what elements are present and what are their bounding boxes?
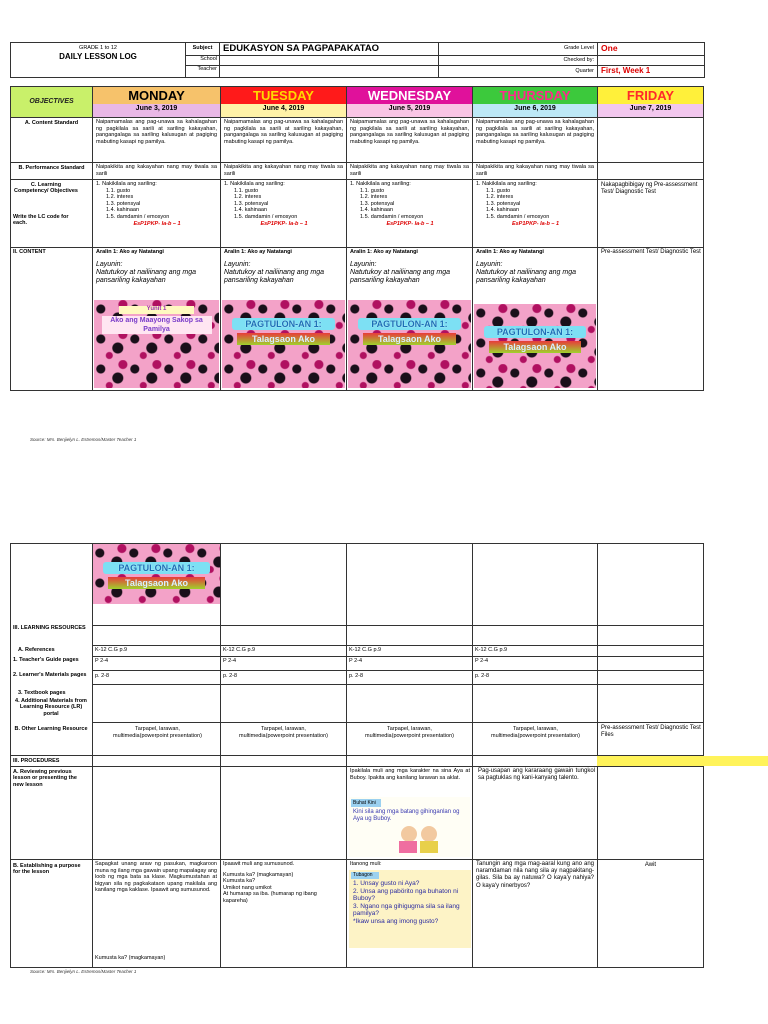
quarter-value: First, Week 1 <box>598 66 705 78</box>
content-thu: Aralin 1: Ako ay Natatangi Layunin: Natutukoy at nailiinang ang mga pansariling kakayahan PAGTULON-AN 1: Talagsaon Ako <box>473 248 597 390</box>
other-thu: Tarpapel, larawan, multimedia(powerpoint presentation) <box>491 726 580 739</box>
competency-thu: 1. Nakikilala ang sariling: 1.1. gusto 1.2. interes 1.3. potensyal 1.4. kahinaan 1.5. damdamin / emosyon EsP1PKP- Ia-b – 1 <box>476 181 595 227</box>
tg-thu: K-12 C.G p.9 <box>475 647 508 653</box>
competency-tue: 1. Nakikilala ang sariling: 1.1. gusto 1.2. interes 1.3. potensyal 1.4. kahinaan 1.5. damdamin / emosyon EsP1PKP- Ia-b – 1 <box>224 181 344 227</box>
competency-code: EsP1PKP- Ia-b – 1 <box>511 220 560 227</box>
purpose-thu: Tanungin ang mga mag-aaral kung ano ang naramdaman nila nang sila ay nagpakitang-gilas. Sila ba ay natuwa? O kaya'y nahiya? O kaya'y ninerbyos? <box>476 861 594 889</box>
checked-label: Checked by: <box>439 56 598 66</box>
day-friday: FRIDAY <box>598 87 703 104</box>
procedures-label: III. PROCEDURES <box>13 758 60 764</box>
objectives-label: OBJECTIVES <box>29 98 74 105</box>
teacher-label: Teacher <box>186 66 220 78</box>
purpose-label: B. Establishing a purpose for the lesson <box>13 863 81 876</box>
lm-thu: P 2-4 <box>475 658 489 664</box>
competency-label: C. Learning Competency/ Objectives <box>14 182 78 195</box>
lm-wed: P 2-4 <box>349 658 363 664</box>
lesson-banner-1: PAGTULON-AN 1: <box>484 326 586 338</box>
day-wednesday: WEDNESDAY <box>347 87 472 104</box>
purpose-mon: Sapagkat unang araw ng pasukan, magkaroon muna ng ilang mga gawain upang mapalagay ang loob ng mga bata sa klase. Magkumustahan at bigyan sila ng pagkakataon upang makilala ang kanilang mga kaklase. Ipaawit ang sumusunod. <box>95 861 217 894</box>
page-title: DAILY LESSON LOG <box>59 51 137 61</box>
review-label: A. Reviewing previous lesson or presenting the new lesson <box>13 769 77 788</box>
competency-mon: 1. Nakikilala ang sariling: 1.1. gusto 1.2. interes 1.3. potensyal 1.4. kahinaan 1.5. damdamin / emosyon EsP1PKP- Ia-b – 1 <box>96 181 218 227</box>
girl-face-icon <box>401 826 417 842</box>
additional-materials-label: 4. Additional Materials from Learning Resource (LR) portal <box>15 698 87 717</box>
tb-thu: p. 2-8 <box>475 673 490 679</box>
references-label: A. References <box>18 647 55 653</box>
lesson-banner-2: Talagsaon Ako <box>489 341 582 353</box>
competency-code: EsP1PKP- Ia-b – 1 <box>386 220 434 227</box>
objectives-header <box>11 87 92 117</box>
unit-image-number: Yunit 1 <box>119 306 194 314</box>
boy-face-icon <box>421 826 437 842</box>
purpose-wed-intro: Itanong muli: <box>350 861 382 867</box>
competency-code: EsP1PKP- Ia-b – 1 <box>260 220 308 227</box>
other-resource-label: B. Other Learning Resource <box>14 726 88 732</box>
learners-materials-label: 2. Learner's Materials pages <box>13 672 87 678</box>
review-thu: Pag-usapan ang kararaang gawain tungkol sa pagtuklas ng kani-kanyang talento. <box>478 768 595 782</box>
tg-wed: K-12 C.G p.9 <box>349 647 382 653</box>
header-title-cell <box>11 43 186 78</box>
review-wed-image <box>349 797 470 857</box>
lesson-banner-2: Talagsaon Ako <box>108 577 205 589</box>
content-standard-label: A. Content Standard <box>24 120 79 126</box>
girl-body-icon <box>399 841 417 853</box>
lesson-image <box>474 304 596 388</box>
tb-wed: p. 2-8 <box>349 673 364 679</box>
teachers-guide-label: 1. Teacher's Guide pages <box>13 657 79 663</box>
subject-value: EDUKASYON SA PAGPAPAKATAO <box>220 43 439 56</box>
purpose-fri: Awit <box>644 862 657 868</box>
content-tue: Aralin 1: Ako ay Natatangi Layunin: Natutukoy at nailiinang ang mga pansariling kakayahan PAGTULON-AN 1: Talagsaon Ako <box>221 248 346 390</box>
content-fri: Pre-assessment Test/ Diagnostic Test <box>601 249 701 255</box>
other-tue: Tarpapel, larawan, multimedia(powerpoint presentation) <box>239 726 328 739</box>
lesson-banner-1: PAGTULON-AN 1: <box>103 562 210 574</box>
tg-mon: K-12 C.G p.9 <box>95 647 128 653</box>
competency-wed: 1. Nakikilala ang sariling: 1.1. gusto 1.2. interes 1.3. potensyal 1.4. kahinaan 1.5. damdamin / emosyon EsP1PKP- Ia-b – 1 <box>350 181 470 227</box>
procedures-highlight <box>597 756 768 766</box>
purpose-tue: Ipaawit muli ang sumusunod. Kumusta ka? (magkamayan) Kumusta ka? Umikot nang umikot At humarap sa iba. (humarap ng ibang kapareha) <box>223 861 317 904</box>
date-monday: June 3, 2019 <box>93 104 220 117</box>
lesson-image <box>348 300 471 388</box>
performance-standard-wed: Naipakikita ang kakayahan nang may tiwala sa sarili <box>350 164 469 177</box>
tg-tue: K-12 C.G p.9 <box>223 647 256 653</box>
date-thursday: June 6, 2019 <box>473 104 597 117</box>
performance-standard-label: B. Performance Standard <box>18 165 85 171</box>
performance-standard-mon: Naipakikita ang kakayahan nang may tiwala sa sarili <box>96 164 217 177</box>
teacher-value <box>220 66 439 78</box>
day-monday: MONDAY <box>93 87 220 104</box>
textbook-label: 3. Textbook pages <box>18 690 66 696</box>
lesson-banner-1: PAGTULON-AN 1: <box>358 318 461 330</box>
purpose-wed-questions <box>349 870 471 948</box>
date-tuesday: June 4, 2019 <box>221 104 346 117</box>
competency-fri: Nakapagbibigay ng Pre-assessment Test/ Diagnostic Test <box>601 182 698 196</box>
purpose-mon-song: Kumusta ka? (magkamayan) <box>95 955 166 961</box>
unit-image <box>94 300 219 388</box>
review-wed: Ipakilala muli ang mga karakter na sina Aya at Buboy. Ipakita ang kanilang larawan sa aklat. <box>350 768 470 781</box>
lesson-banner-1: PAGTULON-AN 1: <box>232 318 335 330</box>
competency-code: EsP1PKP- Ia-b – 1 <box>133 220 181 227</box>
content-standard-thu: Naipamamalas ang pag-unawa sa kahalagahan ng pagkilala sa sarili at sariling kakayahan, pangangalaga sa sariling kalusugan at pagiging mabuting kasapi ng pamilya. <box>476 119 594 145</box>
source-note-2: Source: Mrs. Benjielyn L. Estremos/Master Teacher 1 <box>30 969 137 974</box>
content-standard-tue: Naipamamalas ang pag-unawa sa kahalagahan ng pagkilala sa sarili at sariling kakayahan, pangangalaga sa sariling kalusugan at pagiging mabuting kasapi ng pamilya. <box>224 119 343 145</box>
review-image-text: Kini sila ang mga batang gihinganlan og Aya ug Buboy. <box>353 809 460 822</box>
date-wednesday: June 5, 2019 <box>347 104 472 117</box>
questions-list: 1. Unsay gusto ni Aya? 2. Unsa ang pabörito nga buhaton ni Buboy? 3. Ngano nga gihigugma sila sa ilang pamilya? *Ikaw unsa ang imong gusto? <box>353 880 460 925</box>
other-mon: Tarpapel, larawan, multimedia(powerpoint presentation) <box>113 726 202 739</box>
checked-value <box>598 56 705 66</box>
lm-tue: P 2-4 <box>223 658 237 664</box>
competency-note: Write the LC code for each. <box>13 214 69 227</box>
lesson-banner-2: Talagsaon Ako <box>363 333 456 345</box>
lesson-banner-2: Talagsaon Ako <box>237 333 330 345</box>
lesson-image-p2 <box>93 544 220 604</box>
quarter-label: Quarter <box>439 66 598 78</box>
grade-level-value: One <box>598 43 705 56</box>
review-image-tag: Buhat Kini <box>351 799 381 807</box>
lesson-image <box>222 300 345 388</box>
school-value <box>220 56 439 66</box>
tb-tue: p. 2-8 <box>223 673 238 679</box>
source-note: Source: Mrs. Benjielyn L. Estremos/Master Teacher 1 <box>30 437 137 442</box>
content-standard-mon: Naipamamalas ang pag-unawa sa kahalagahan ng pagkilala sa sarili at sariling kakayahan, pangangalaga sa sariling kalusugan at pagiging mabuting kasapi ng pamilya. <box>96 119 217 145</box>
content-mon: Aralin 1: Ako ay Natatangi Layunin: Natutukoy at nailiinang ang mga pansariling kakayahan Yunit 1 Ako ang Maayong Sakop sa Pamilya <box>93 248 220 390</box>
learning-resources-label: III. LEARNING RESOURCES <box>13 625 86 631</box>
content-wed: Aralin 1: Ako ay Natatangi Layunin: Natutukoy at nailiinang ang mga pansariling kakayahan PAGTULON-AN 1: Talagsaon Ako <box>347 248 472 390</box>
other-wed: Tarpapel, larawan, multimedia(powerpoint presentation) <box>365 726 454 739</box>
content-label: II. CONTENT <box>13 249 46 255</box>
other-fri: Pre-assessment Test/ Diagnostic Test Files <box>601 725 701 739</box>
date-friday: June 7, 2019 <box>598 104 703 117</box>
boy-body-icon <box>420 841 438 853</box>
performance-standard-tue: Naipakikita ang kakayahan nang may tiwala sa sarili <box>224 164 343 177</box>
day-tuesday: TUESDAY <box>221 87 346 104</box>
grade-level-label: Grade Level <box>439 43 598 56</box>
tb-mon: p. 2-8 <box>95 673 110 679</box>
grade-range: GRADE 1 to 12 <box>79 45 117 51</box>
questions-tag: Tubagon <box>351 872 379 879</box>
school-label: School <box>186 56 220 66</box>
content-standard-wed: Naipamamalas ang pag-unawa sa kahalagahan ng pagkilala sa sarili at sariling kakayahan, pangangalaga sa sariling kalusugan at pagiging mabuting kasapi ng pamilya. <box>350 119 469 145</box>
lesson-log-table-top <box>10 42 705 78</box>
unit-image-title: Ako ang Maayong Sakop sa Pamilya <box>102 316 212 334</box>
performance-standard-thu: Naipakikita ang kakayahan nang may tiwala sa sarili <box>476 164 594 177</box>
day-thursday: THURSDAY <box>473 87 597 104</box>
lm-mon: P 2-4 <box>95 658 109 664</box>
subject-label: Subject <box>186 43 220 56</box>
